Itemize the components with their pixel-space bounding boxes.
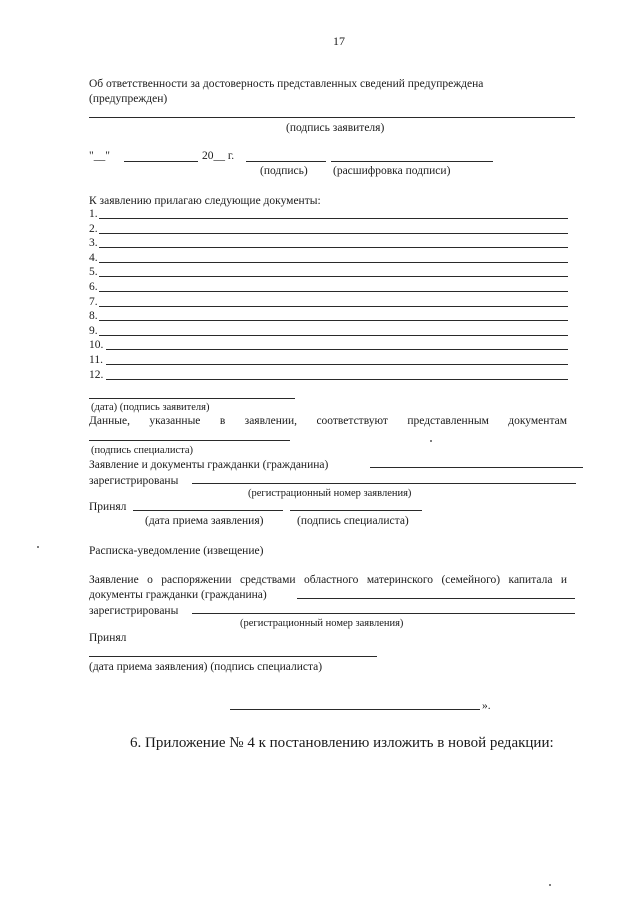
responsibility-text-line1: Об ответственности за достоверность представленных сведений предупреждена (89, 78, 484, 90)
attachment-item-number: 6. (89, 281, 98, 293)
stray-mark (430, 440, 432, 442)
closing-line (230, 709, 480, 710)
attachment-item-line (99, 306, 568, 307)
receipt-reg-number-line (192, 613, 575, 614)
attachment-item-line (99, 291, 568, 292)
attachment-item-line (106, 379, 568, 380)
receipt-accept-caption: (дата приема заявления) (подпись специалиста) (89, 661, 323, 673)
date-year-field: 20__ г. (202, 150, 235, 162)
justified-word: распоряжении (161, 574, 232, 586)
accept-date-caption: (дата приема заявления) (145, 515, 264, 527)
attachment-item-line (99, 233, 568, 234)
applicant-name-line (370, 467, 583, 468)
attachment-item-line (99, 276, 568, 277)
attachment-item-line (99, 335, 568, 336)
registered-line1: Заявление и документы гражданки (гражданина) (89, 459, 329, 471)
applicant-signature-line (89, 117, 575, 118)
justified-word: Заявление (89, 574, 139, 586)
attachment-item-number: 11. (89, 354, 103, 366)
attachment-item-line (106, 349, 568, 350)
justified-word: (семейного) (441, 574, 501, 586)
accept-sign-caption: (подпись специалиста) (297, 515, 409, 527)
attachment-item-line (99, 262, 568, 263)
attachment-item-number: 8. (89, 310, 98, 323)
attachment-item-number: 1. (89, 208, 98, 220)
specialist-signature-line (89, 440, 290, 441)
signature-decoding-line (331, 161, 493, 162)
accepted-label: Принял (89, 501, 127, 513)
receipt-accepted-label: Принял (89, 632, 127, 644)
signature-caption: (подпись) (260, 165, 308, 177)
attachment-item-number: 2. (89, 222, 98, 235)
justified-word: средствами (239, 574, 296, 586)
accept-sign-line (290, 510, 422, 511)
attachment-item-number: 5. (89, 266, 98, 279)
attachment-item-number: 12. (89, 368, 104, 381)
attachment-item-number: 4. (89, 251, 98, 264)
justified-word: заявлении, (244, 415, 298, 427)
receipt-reg-number-caption: (регистрационный номер заявления) (240, 618, 404, 629)
receipt-text-line3: зарегистрированы (89, 605, 179, 617)
attachment-item-number: 7. (89, 295, 98, 308)
signature-line (246, 161, 326, 162)
specialist-signature-caption: (подпись специалиста) (91, 445, 194, 456)
date-sign-caption: (дата) (подпись заявителя) (91, 402, 210, 413)
attachment-item-number: 10. (89, 339, 104, 352)
responsibility-text-line2: (предупрежден) (89, 93, 168, 105)
reg-number-line (192, 483, 576, 484)
attachment-item-number: 3. (89, 237, 98, 250)
justified-word: указанные (149, 415, 201, 427)
justified-word: и (560, 574, 567, 586)
attachment-item-number: 9. (89, 324, 98, 337)
attachment-item-line (99, 320, 568, 321)
closing-quote: ». (482, 700, 491, 712)
justified-word: документам (508, 415, 567, 427)
receipt-title: Расписка-уведомление (извещение) (89, 545, 264, 557)
justified-word: представленным (407, 415, 489, 427)
applicant-signature-caption: (подпись заявителя) (286, 122, 385, 134)
page-number: 17 (333, 34, 345, 48)
justified-word: о (147, 574, 153, 586)
attachments-heading: К заявлению прилагаю следующие документы: (89, 195, 321, 207)
attachment-item-line (106, 364, 568, 365)
date-sign-line (89, 398, 295, 399)
justified-word: материнского (366, 574, 434, 586)
receipt-text-line2: документы гражданки (гражданина) (89, 589, 267, 601)
justified-word: соответствуют (316, 415, 388, 427)
appendix-heading: 6. Приложение № 4 к постановлению изложить в новой редакции: (130, 735, 554, 751)
reg-number-caption: (регистрационный номер заявления) (248, 488, 412, 499)
margin-mark (37, 546, 39, 548)
receipt-name-line (297, 598, 575, 599)
justified-word: областного (304, 574, 359, 586)
justified-word: капитала (508, 574, 553, 586)
justified-word: в (219, 415, 226, 427)
date-month-line (124, 161, 198, 162)
receipt-accept-line (89, 656, 377, 657)
date-day-field: "__" (89, 150, 110, 162)
attachment-item-line (99, 247, 568, 248)
justified-word: Данные, (89, 415, 130, 427)
attachment-item-line (99, 218, 568, 219)
registered-line2: зарегистрированы (89, 475, 179, 487)
signature-decoding-caption: (расшифровка подписи) (333, 165, 451, 177)
accept-date-line (133, 510, 283, 511)
corner-mark (549, 884, 551, 886)
